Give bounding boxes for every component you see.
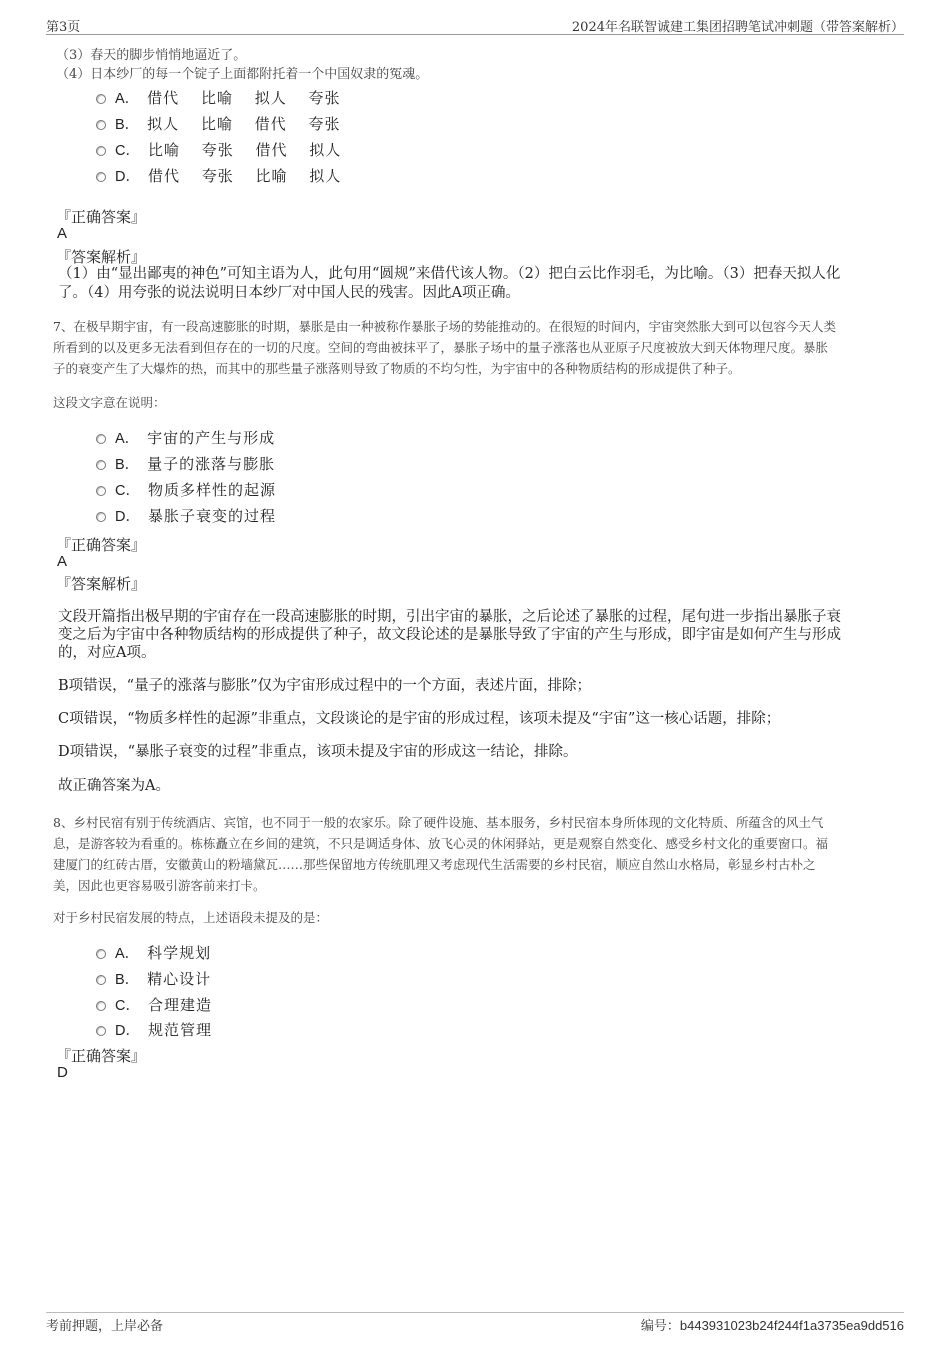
q8-option-d[interactable] xyxy=(96,1018,212,1040)
q6-item-4: （4）日本纱厂的每一个锭子上面都附托着一个中国奴隶的冤魂。 xyxy=(56,67,429,82)
option-text: 物质多样性的起源 xyxy=(147,480,276,499)
q6-option-b[interactable] xyxy=(96,112,340,134)
q7-prompt: 这段文字意在说明： xyxy=(53,395,166,410)
radio-button-icon[interactable] xyxy=(96,1026,106,1036)
page-footer xyxy=(46,1312,904,1334)
option-letter: A． xyxy=(115,945,140,962)
q8-answer-value: D xyxy=(57,1064,68,1081)
option-letter: D． xyxy=(115,168,140,185)
q6-item-3: （3）春天的脚步悄悄地逼近了。 xyxy=(56,48,247,63)
q6-answer-label: 『正确答案』 xyxy=(56,208,147,226)
q7-option-b[interactable] xyxy=(96,452,275,474)
q7-option-a[interactable] xyxy=(96,426,275,448)
option-text: 量子的涨落与膨胀 xyxy=(147,454,276,473)
q8-passage-line-4: 美，因此也更容易吸引游客前来打卡。 xyxy=(53,878,266,893)
q6-analysis-line-2: 了。（4）用夸张的说法说明日本纱厂对中国人民的残害。因此A项正确。 xyxy=(58,285,520,301)
option-letter: C． xyxy=(115,482,140,499)
radio-button-icon[interactable] xyxy=(96,975,106,985)
q7-answer-value: A xyxy=(57,553,68,570)
option-letter: B． xyxy=(115,971,140,988)
option-letter: D． xyxy=(115,508,140,525)
q7-conclusion: 故正确答案为A。 xyxy=(58,778,170,794)
q8-prompt: 对于乡村民宿发展的特点，上述语段未提及的是： xyxy=(53,910,329,925)
page-number: 第3页 xyxy=(46,20,81,35)
radio-button-icon[interactable] xyxy=(96,1001,106,1011)
q7-analysis-line-2: 变之后为宇宙中各种物质结构的形成提供了种子，故文段论述的是暴胀导致了宇宙的产生与形成，即宇宙是如何产生与形成 xyxy=(58,627,841,643)
radio-button-icon[interactable] xyxy=(96,434,106,444)
q7-option-c[interactable] xyxy=(96,478,276,500)
document-title: 2024年名联智诚建工集团招聘笔试冲刺题（带答案解析） xyxy=(571,20,904,35)
q6-option-d[interactable] xyxy=(96,164,341,186)
option-text: 科学规划 xyxy=(147,943,212,962)
option-letter: D． xyxy=(115,1022,140,1039)
document-code xyxy=(641,1315,904,1334)
option-text: 规范管理 xyxy=(147,1020,212,1039)
radio-button-icon[interactable] xyxy=(96,949,106,959)
q7-passage-line-3: 子的衰变产生了大爆炸的热，而其中的那些量子涨落则导致了物质的不均匀性，为宇宙中的各种物质结构的形成提供了种子。 xyxy=(53,361,741,376)
option-letter: B． xyxy=(115,456,140,473)
q7-analysis-line-1: 文段开篇指出极早期的宇宙存在一段高速膨胀的时期，引出宇宙的暴胀，之后论述了暴胀的过程，尾句进一步指出暴胀子衰 xyxy=(58,609,841,625)
q8-option-b[interactable] xyxy=(96,967,211,989)
q8-passage-line-3: 建厦门的红砖古厝，安徽黄山的粉墙黛瓦……那些保留地方传统肌理又考虑现代生活需要的乡村民宿，顺应自然山水格局，彰显乡村古朴之 xyxy=(53,857,816,872)
q7-passage-line-2: 所看到的以及更多无法看到但存在的一切的尺度。空间的弯曲被抹平了，暴胀子场中的量子涨落也从亚原子尺度被放大到天体物理尺度。暴胀 xyxy=(53,340,829,355)
option-letter: A． xyxy=(115,430,140,447)
q7-passage-line-1: 7、在极早期宇宙，有一段高速膨胀的时期，暴胀是由一种被称作暴胀子场的势能推动的。在很短的时间内，宇宙突然胀大到可以包容今天人类 xyxy=(53,319,836,334)
q7-answer-label: 『正确答案』 xyxy=(56,536,147,554)
option-text: 借代 比喻 拟人 夸张 xyxy=(147,88,341,107)
q6-analysis-line-1: （1）由“显出鄙夷的神色”可知主语为人，此句用“圆规”来借代该人物。（2）把白云比作羽毛，为比喻。（3）把春天拟人化 xyxy=(58,266,841,282)
radio-button-icon[interactable] xyxy=(96,120,106,130)
q7-analysis-line-3: 的，对应A项。 xyxy=(58,645,156,661)
footer-slogan: 考前押题，上岸必备 xyxy=(46,1319,164,1334)
option-text: 比喻 夸张 借代 拟人 xyxy=(147,140,342,159)
option-letter: A． xyxy=(115,90,140,107)
q6-analysis-label: 『答案解析』 xyxy=(56,248,147,266)
option-letter: B． xyxy=(115,116,140,133)
option-text: 暴胀子衰变的过程 xyxy=(147,506,276,525)
q8-passage-line-1: 8、乡村民宿有别于传统酒店、宾馆，也不同于一般的农家乐。除了硬件设施、基本服务，乡村民宿本身所体现的文化特质、所蕴含的风土气 xyxy=(53,815,824,830)
option-text: 宇宙的产生与形成 xyxy=(147,428,276,447)
page-header xyxy=(46,14,904,35)
radio-button-icon[interactable] xyxy=(96,94,106,104)
q7-explanation-c: C项错误，“物质多样性的起源”非重点，文段谈论的是宇宙的形成过程，该项未提及“宇宙”这一核心话题，排除； xyxy=(58,711,781,727)
q7-explanation-b: B项错误，“量子的涨落与膨胀”仅为宇宙形成过程中的一个方面，表述片面，排除； xyxy=(58,678,591,694)
q8-passage-line-2: 息，是游客较为看重的。栋栋矗立在乡间的建筑，不只是调适身体、放飞心灵的休闲驿站，更是观察自然变化、感受乡村文化的重要窗口。福 xyxy=(53,836,829,851)
option-text: 借代 夸张 比喻 拟人 xyxy=(147,166,342,185)
q8-option-c[interactable] xyxy=(96,993,212,1015)
option-text: 精心设计 xyxy=(147,969,212,988)
q7-option-d[interactable] xyxy=(96,504,276,526)
code-label: 编号： xyxy=(640,1319,680,1334)
q7-analysis-label: 『答案解析』 xyxy=(56,575,147,593)
radio-button-icon[interactable] xyxy=(96,512,106,522)
q8-answer-label: 『正确答案』 xyxy=(56,1047,147,1065)
option-letter: C． xyxy=(115,997,140,1014)
radio-button-icon[interactable] xyxy=(96,146,106,156)
q6-option-a[interactable] xyxy=(96,86,340,108)
q6-answer-value: A xyxy=(57,225,68,242)
q6-option-c[interactable] xyxy=(96,138,341,160)
radio-button-icon[interactable] xyxy=(96,486,106,496)
radio-button-icon[interactable] xyxy=(96,172,106,182)
option-text: 拟人 比喻 借代 夸张 xyxy=(147,114,341,133)
radio-button-icon[interactable] xyxy=(96,460,106,470)
q7-explanation-d: D项错误，“暴胀子衰变的过程”非重点，该项未提及宇宙的形成这一结论，排除。 xyxy=(58,744,578,760)
option-letter: C． xyxy=(115,142,140,159)
code-value: b443931023b24f244f1a3735ea9dd516 xyxy=(679,1318,904,1333)
option-text: 合理建造 xyxy=(147,995,212,1014)
q8-option-a[interactable] xyxy=(96,941,211,963)
